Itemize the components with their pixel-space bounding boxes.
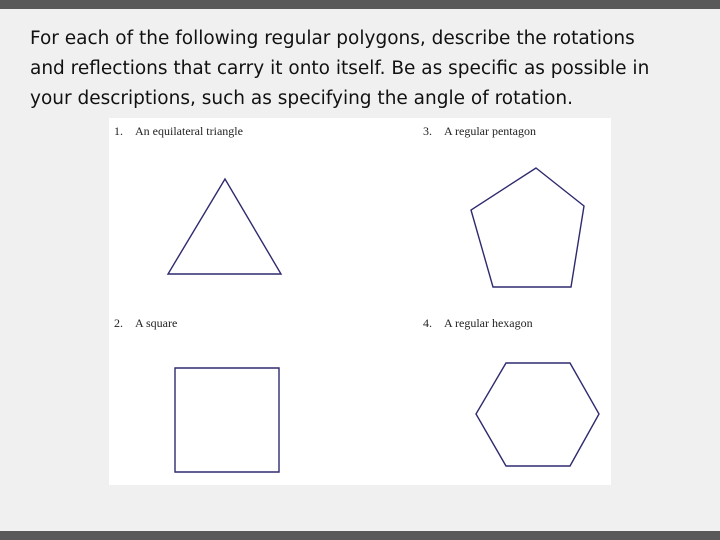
- problem-2-text: A square: [135, 316, 178, 330]
- bottom-frame-bar: [0, 531, 720, 540]
- worksheet-image: [109, 118, 611, 485]
- problem-1-text: An equilateral triangle: [135, 124, 243, 138]
- top-frame-bar: [0, 0, 720, 9]
- problem-4-text: A regular hexagon: [444, 316, 533, 330]
- square-shape: [175, 368, 279, 472]
- problem-4-number: 4.: [423, 316, 432, 330]
- polygon-figures: [109, 118, 611, 485]
- instructions-text: For each of the following regular polygons, describe the rotations and reflections that carry it onto itself. Be as specific as possible in your descriptions, such as specifying the angle of rotation.: [30, 28, 650, 109]
- problem-1-number: 1.: [114, 124, 123, 138]
- problem-3-number: 3.: [423, 124, 432, 138]
- problem-2-number: 2.: [114, 316, 123, 330]
- regular-hexagon-shape: [476, 363, 599, 466]
- equilateral-triangle-shape: [168, 179, 281, 274]
- regular-pentagon-shape: [471, 168, 584, 287]
- problem-3-text: A regular pentagon: [444, 124, 536, 138]
